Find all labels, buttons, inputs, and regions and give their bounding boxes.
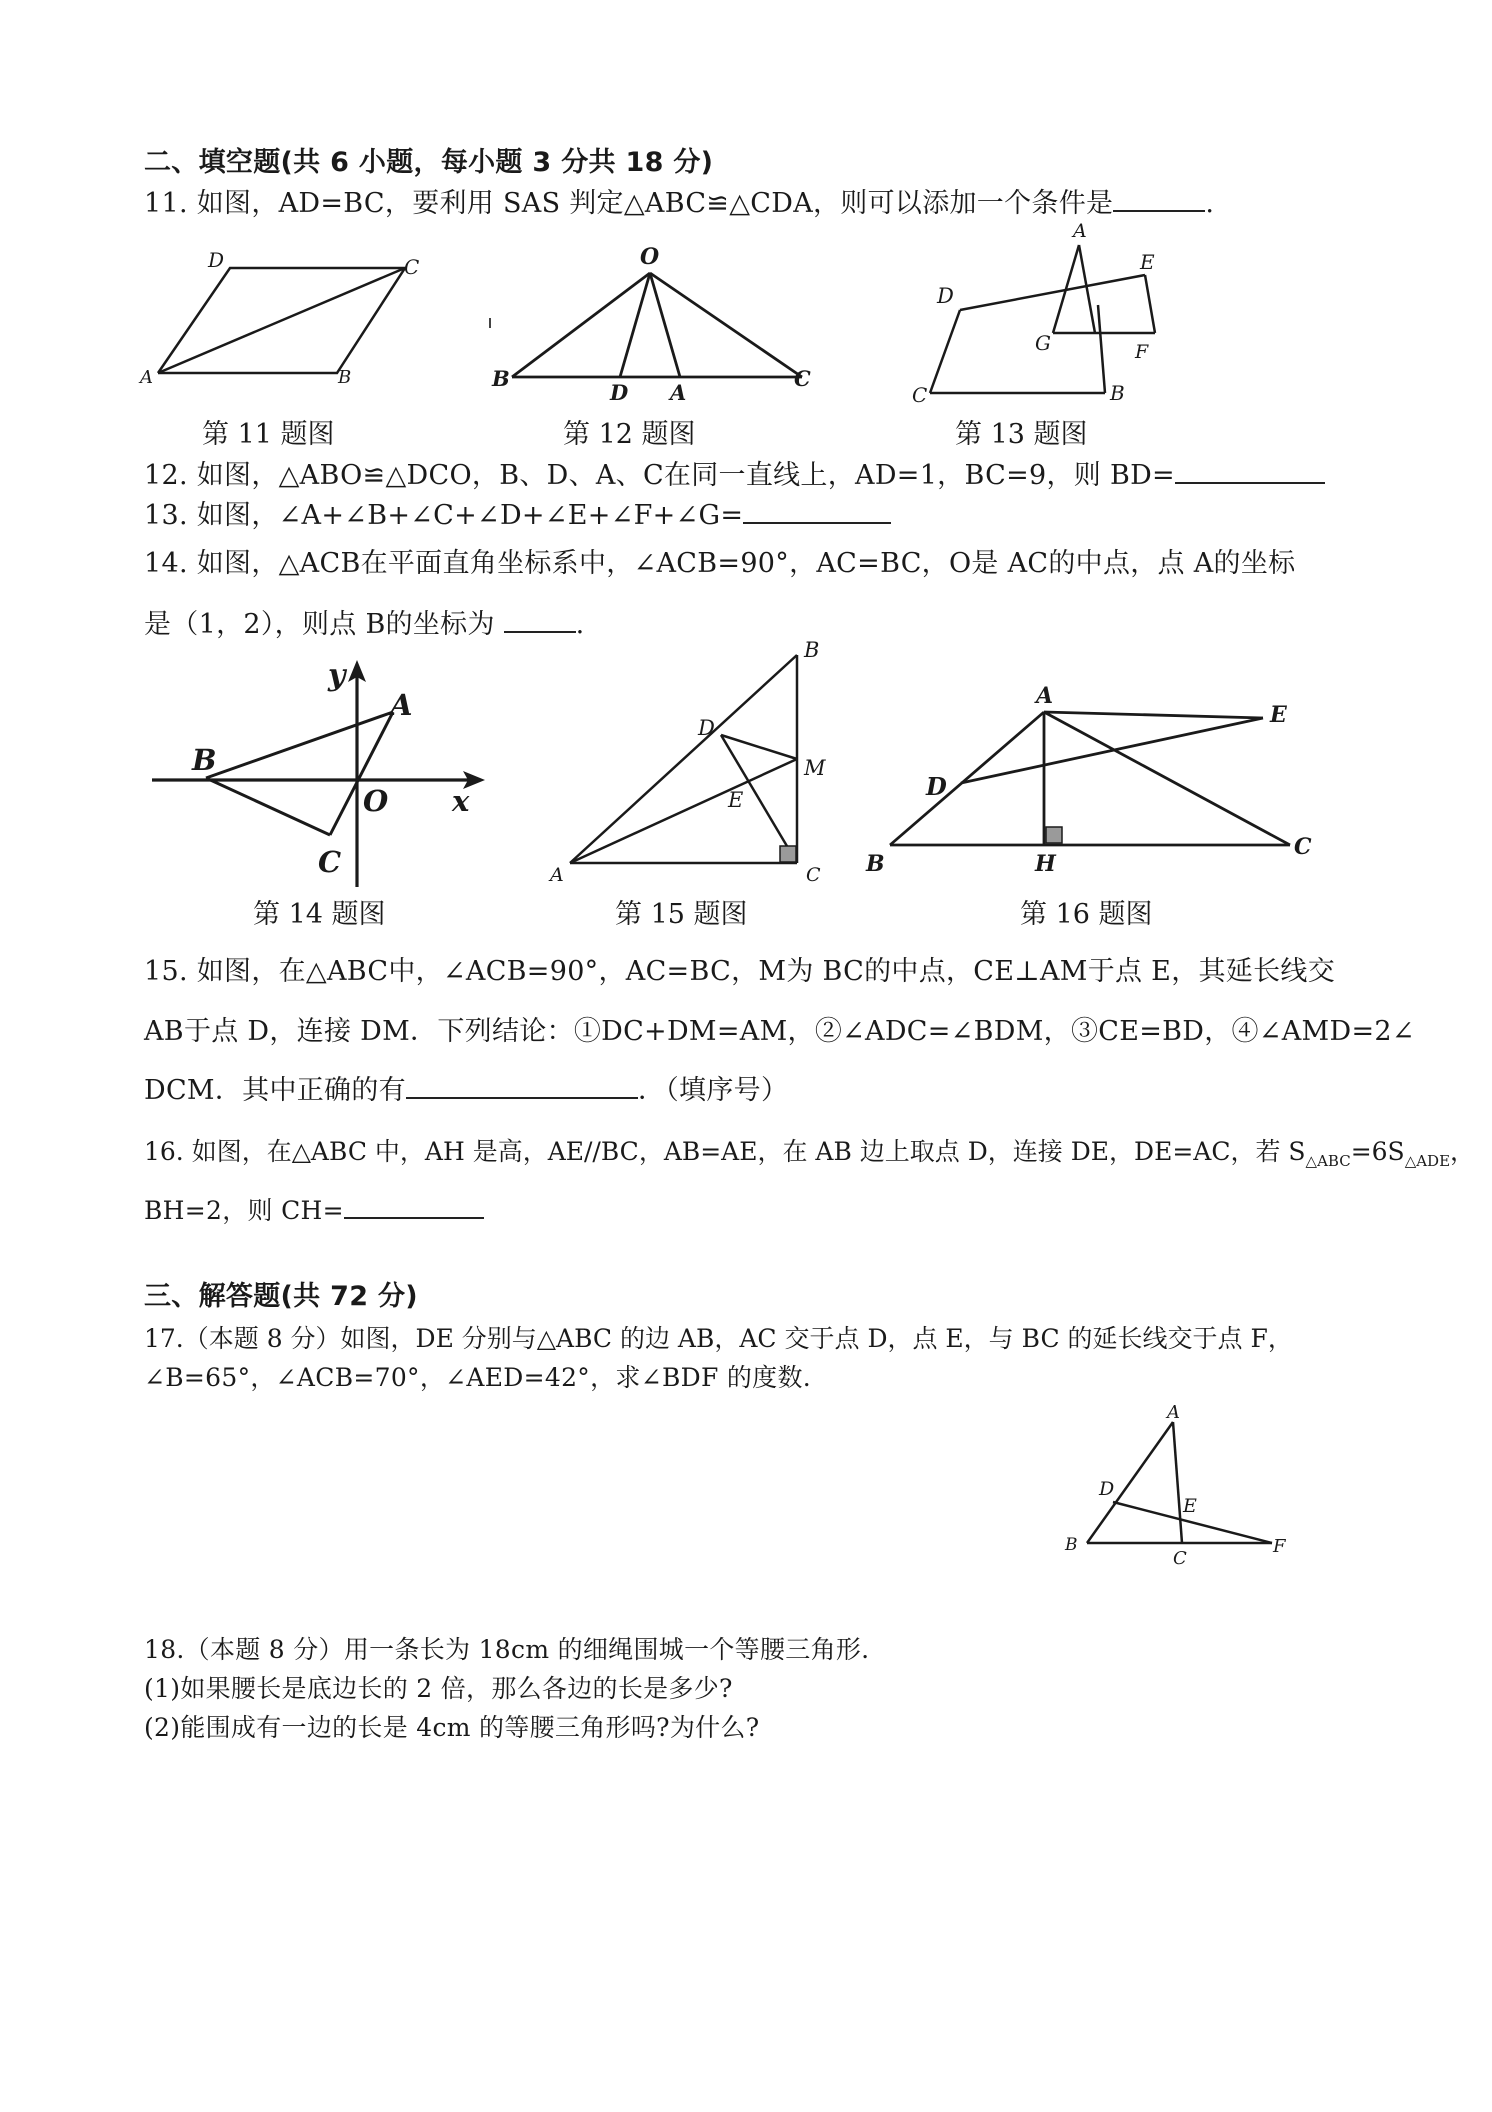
- fig13-label-a: A: [1073, 220, 1087, 242]
- caption-figure-14: 第 14 题图: [253, 899, 386, 930]
- fig15-label-c: C: [806, 864, 821, 886]
- fig16-label-a: A: [1036, 683, 1054, 709]
- question-14-line-2: [144, 607, 585, 642]
- fig11-label-d: D: [208, 248, 225, 272]
- fig17-label-a: A: [1167, 1402, 1180, 1423]
- figure-12: [480, 240, 820, 405]
- question-15-line-1: 15. 如图，在△ABC中，∠ACB=90°，AC=BC，M为 BC的中点，CE⊥AM于点 E，其延长线交: [144, 956, 1335, 987]
- fig17-label-c: C: [1173, 1548, 1187, 1569]
- fig13-label-f: F: [1135, 341, 1149, 363]
- caption-figure-11: 第 11 题图: [202, 419, 335, 450]
- figure-16: [860, 675, 1330, 885]
- caption-figure-13: 第 13 题图: [955, 419, 1088, 450]
- question-14-text: 是（1，2），则点 B的坐标为: [144, 609, 495, 640]
- fig15-label-d: D: [698, 716, 715, 740]
- question-16-line-1: [144, 1135, 1475, 1178]
- question-12-text: 12. 如图，△ABO≌△DCO，B、D、A、C在同一直线上，AD=1，BC=9，则 BD=: [144, 460, 1175, 491]
- question-16-text: 16. 如图，在△ABC 中，AH 是高，AE//BC，AB=AE，在 AB 边上取点 D，连接 DE，DE=AC，若 S: [144, 1137, 1306, 1166]
- fig11-label-c: C: [404, 255, 420, 279]
- fig16-label-c: C: [1294, 834, 1312, 860]
- question-11-end: .: [1205, 188, 1215, 219]
- question-11-text: 11. 如图，AD=BC，要利用 SAS 判定△ABC≌△CDA，则可以添加一个条件是: [144, 188, 1114, 219]
- fig16-label-b: B: [866, 851, 885, 877]
- question-16-text-2: BH=2，则 CH=: [144, 1196, 344, 1225]
- caption-figure-16: 第 16 题图: [1020, 899, 1153, 930]
- fig12-label-a: A: [670, 380, 687, 405]
- figure-13: [905, 215, 1185, 410]
- fig16-label-e: E: [1270, 702, 1287, 728]
- fig16-label-d: D: [926, 772, 947, 801]
- figure-15: [548, 638, 848, 890]
- section-3-title: 三、解答题(共 72 分): [144, 1281, 418, 1312]
- fig14-label-a: A: [390, 688, 413, 722]
- question-17-line-2: ∠B=65°，∠ACB=70°，∠AED=42°，求∠BDF 的度数.: [144, 1363, 811, 1392]
- fig13-label-d: D: [937, 284, 954, 308]
- fig12-label-b: B: [492, 366, 510, 391]
- fig13-label-c: C: [912, 383, 928, 407]
- question-12: [144, 458, 1325, 493]
- question-14-end: .: [575, 609, 585, 640]
- answer-blank-13[interactable]: [743, 498, 891, 524]
- fig12-label-c: C: [794, 366, 811, 391]
- fig15-label-b: B: [804, 638, 820, 662]
- question-16-comma: ，: [1450, 1137, 1476, 1166]
- fig16-right-angle-mark: [1046, 827, 1062, 843]
- fig17-label-d: D: [1099, 1478, 1115, 1500]
- fig17-label-b: B: [1065, 1535, 1078, 1555]
- fig17-label-e: E: [1183, 1495, 1197, 1517]
- question-16-line-2: [144, 1193, 484, 1228]
- question-15-text: DCM．其中正确的有: [144, 1075, 406, 1106]
- fig14-label-y: y: [328, 658, 346, 693]
- fig14-label-b: B: [192, 743, 217, 777]
- question-16-sub-abc: △ABC: [1305, 1152, 1351, 1170]
- fig16-label-h: H: [1035, 851, 1056, 877]
- fig15-label-m: M: [804, 756, 826, 780]
- fig14-label-x: x: [452, 784, 470, 818]
- question-13-text: 13. 如图，∠A+∠B+∠C+∠D+∠E+∠F+∠G=: [144, 500, 744, 531]
- figure-14: [150, 655, 500, 890]
- fig13-label-b: B: [1110, 381, 1125, 405]
- question-16-sub-ade: △ADE: [1404, 1152, 1451, 1170]
- fig17-label-f: F: [1273, 1536, 1286, 1557]
- fig14-label-o: O: [363, 784, 389, 818]
- answer-blank-14[interactable]: [504, 607, 576, 633]
- fig12-label-o: O: [640, 244, 660, 270]
- answer-blank-15[interactable]: [406, 1073, 638, 1099]
- fig11-label-b: B: [338, 367, 352, 388]
- question-13: [144, 498, 891, 533]
- question-15-line-2: AB于点 D，连接 DM．下列结论：①DC+DM=AM，②∠ADC=∠BDM，③CE=BD，④∠AMD=2∠: [144, 1016, 1415, 1047]
- answer-blank-12[interactable]: [1175, 458, 1325, 484]
- question-16-mid: =6S: [1350, 1137, 1405, 1166]
- figure-17: [1055, 1400, 1315, 1570]
- answer-blank-11[interactable]: [1113, 186, 1205, 212]
- question-18-part-1: (1)如果腰长是底边长的 2 倍，那么各边的长是多少?: [144, 1674, 733, 1703]
- caption-figure-12: 第 12 题图: [563, 419, 696, 450]
- figure-11: [140, 240, 440, 400]
- question-15-end: ．（填序号）: [637, 1075, 789, 1106]
- question-17-line-1: 17.（本题 8 分）如图，DE 分别与△ABC 的边 AB，AC 交于点 D，点 E，与 BC 的延长线交于点 F，: [144, 1324, 1293, 1353]
- fig13-label-e: E: [1140, 250, 1155, 274]
- question-18-line-1: 18.（本题 8 分）用一条长为 18cm 的细绳围城一个等腰三角形.: [144, 1635, 870, 1664]
- fig14-label-c: C: [318, 845, 342, 879]
- fig15-label-e: E: [728, 788, 744, 812]
- answer-blank-16[interactable]: [344, 1193, 484, 1219]
- fig15-right-angle-mark: [780, 846, 796, 862]
- question-18-part-2: (2)能围成有一边的长是 4cm 的等腰三角形吗?为什么?: [144, 1713, 760, 1742]
- question-15-line-3: [144, 1073, 788, 1108]
- fig11-label-a: A: [140, 367, 153, 388]
- caption-figure-15: 第 15 题图: [615, 899, 748, 930]
- question-14-line-1: 14. 如图，△ACB在平面直角坐标系中，∠ACB=90°，AC=BC，O是 AC的中点，点 A的坐标: [144, 548, 1296, 579]
- section-2-title: 二、填空题(共 6 小题，每小题 3 分共 18 分): [144, 147, 714, 178]
- fig13-label-g: G: [1035, 331, 1051, 355]
- fig12-label-d: D: [610, 380, 629, 405]
- fig15-label-a: A: [550, 864, 564, 886]
